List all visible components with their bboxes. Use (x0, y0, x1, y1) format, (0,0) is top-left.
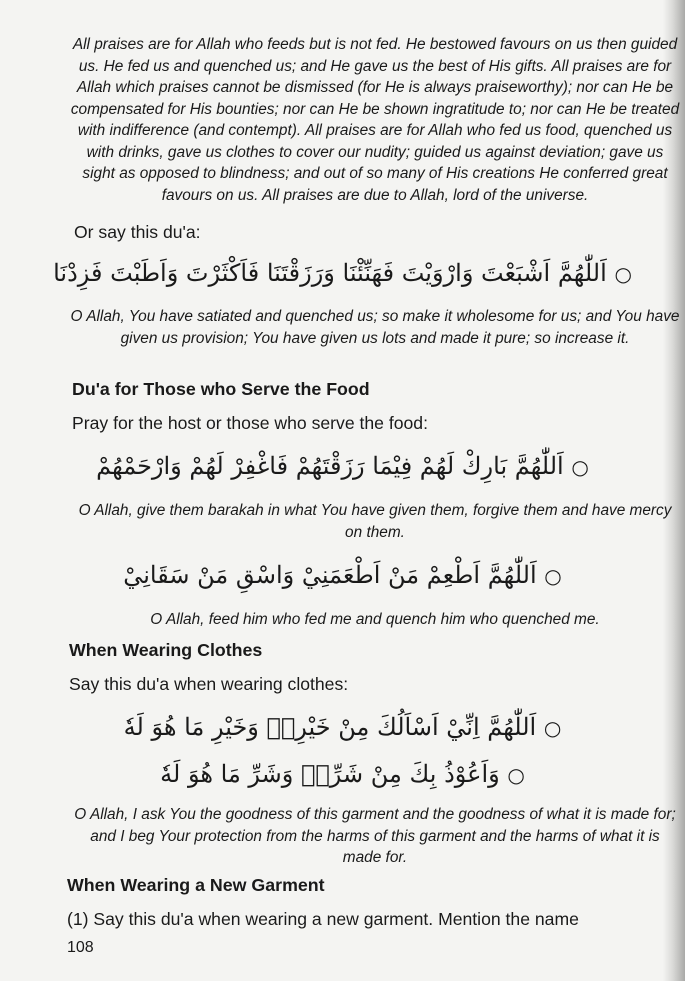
dua-clothes-text-1: اَللّٰهُمَّ اِنِّيْ اَسْاَلُكَ مِنْ خَيْرِهٖ وَخَيْرِ مَا هُوَ لَهٗ (123, 713, 537, 741)
dua-host-translation: O Allah, give them barakah in what You have given them, forgive them and have mercy on them. (78, 502, 672, 541)
or-say-label: Or say this du'a: (74, 222, 201, 242)
dua-clothes-text-2: وَاَعُوْذُ بِكَ مِنْ شَرِّهٖ وَشَرِّ مَا هُوَ لَهٗ (160, 760, 500, 788)
heading-new-garment: When Wearing a New Garment (67, 875, 325, 895)
end-circle-icon: ○ (614, 262, 632, 286)
dua-clothes-arabic-line2 (0, 760, 685, 788)
pray-for-host-label: Pray for the host or those who serve the food: (72, 413, 428, 433)
intro-paragraph: All praises are for Allah who feeds but is not fed. He bestowed favours on us then guided us. He fed us and quenched us; and He gave us the best of His gifts. All praises are for Allah which praises cannot be dismissed (for He is always praiseworthy); nor can He be compensated for His bounties; nor can He be shown ingratitude to; nor can He be treated with indifference (and contempt). All praises are for Allah who fed us food, quenched us with drinks, gave us clothes to cover our nudity; guided us against deviation; gave us sight as opposed to blindness; and out of so many of His creations He conferred great favours on us. All praises are due to Allah, lord of the universe. (70, 36, 680, 204)
dua-host-arabic (0, 452, 685, 480)
dua-satiated-translation: O Allah, You have satiated and quenched us; so make it wholesome for us; and You have given us provision; You have given us lots and made it pure; so increase it. (70, 308, 680, 347)
dua-clothes-arabic-line1 (0, 713, 685, 741)
say-clothes-label: Say this du'a when wearing clothes: (69, 674, 349, 694)
dua-feed-text: اَللّٰهُمَّ اَطْعِمْ مَنْ اَطْعَمَنِيْ وَاسْقِ مَنْ سَقَانِيْ (123, 561, 537, 589)
dua-clothes-translation: O Allah, I ask You the goodness of this garment and the goodness of what it is made for; and I beg Your protection from the harms of this garment and the harms of what it is made for. (74, 806, 676, 866)
end-circle-icon: ○ (507, 763, 525, 787)
dua-feed-translation: O Allah, feed him who fed me and quench him who quenched me. (150, 611, 600, 628)
dua-feed-arabic (0, 561, 685, 589)
end-circle-icon: ○ (571, 455, 589, 479)
end-circle-icon: ○ (544, 564, 562, 588)
dua-satiated-arabic (0, 259, 685, 287)
new-garment-text: (1) Say this du'a when wearing a new garment. Mention the name (67, 909, 579, 929)
end-circle-icon: ○ (543, 716, 562, 740)
heading-wearing-clothes: When Wearing Clothes (69, 640, 263, 660)
dua-host-text: اَللّٰهُمَّ بَارِكْ لَهُمْ فِيْمَا رَزَقْتَهُمْ فَاغْفِرْ لَهُمْ وَارْحَمْهُمْ (96, 452, 564, 480)
page-number: 108 (67, 939, 94, 956)
heading-serve-food: Du'a for Those who Serve the Food (72, 379, 370, 399)
dua-satiated-text: اَللّٰهُمَّ اَشْبَعْتَ وَارْوَيْتَ فَهَنِّئْنَا وَرَزَقْتَنَا فَاَكْثَرْتَ وَاَطَبْتَ فَزِدْنَا (53, 259, 607, 287)
